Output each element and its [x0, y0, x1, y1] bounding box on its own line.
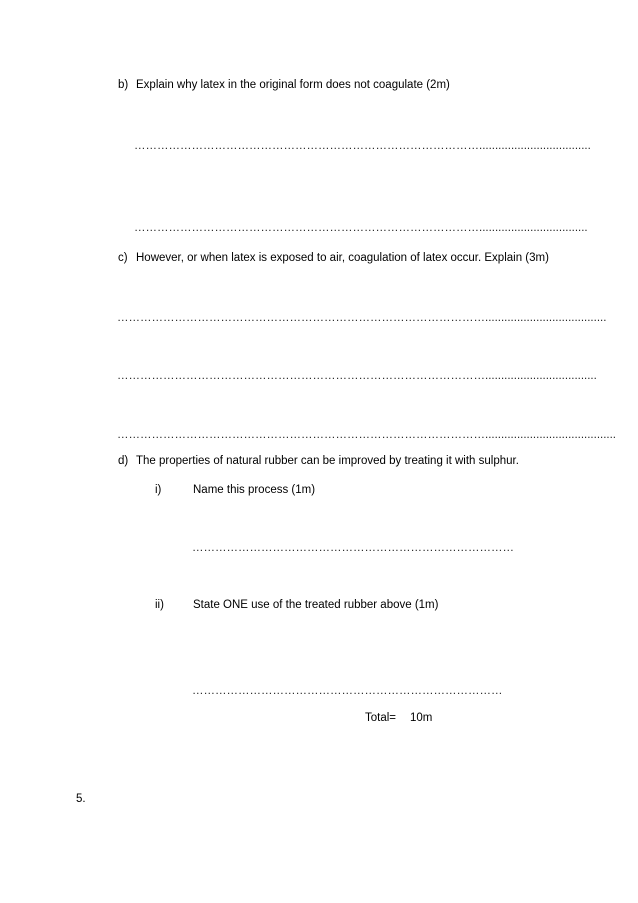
part-c-answer-line-1[interactable]: ……………………………………………………………………………………......................................	[117, 312, 607, 324]
part-c-answer-line-3[interactable]: …………………………………………………………………………………….........................................	[117, 429, 616, 441]
total-label: Total=	[365, 712, 397, 724]
question-number: 5.	[76, 793, 86, 805]
part-d-label: d)	[118, 455, 129, 467]
part-c-label: c)	[118, 252, 128, 264]
part-d-sub-i-answer-line[interactable]: …………………………………………………………………………	[192, 542, 514, 554]
part-b-answer-line-1[interactable]: ………………………………………………………………………………...................................	[134, 140, 591, 152]
part-d-sub-ii-question: State ONE use of the treated rubber above (1m)	[193, 599, 439, 611]
part-d-sub-i-question: Name this process (1m)	[193, 484, 316, 496]
part-d-sub-i-label: i)	[155, 484, 162, 496]
part-c-answer-line-2[interactable]: ……………………………………………………………………………………...................................	[117, 370, 597, 382]
part-d-sub-ii-label: ii)	[155, 599, 164, 611]
part-c-question: However, or when latex is exposed to air, coagulation of latex occur. Explain (3m)	[136, 252, 549, 264]
part-b-answer-line-2[interactable]: ………………………………………………………………………………..................................	[134, 222, 588, 234]
part-d-sub-ii-answer-line[interactable]: ………………………………………………………………………	[192, 685, 503, 697]
part-d-question: The properties of natural rubber can be improved by treating it with sulphur.	[136, 455, 519, 467]
part-b-label: b)	[118, 79, 129, 91]
total-value: 10m	[410, 712, 433, 724]
part-b-question: Explain why latex in the original form does not coagulate (2m)	[136, 79, 450, 91]
